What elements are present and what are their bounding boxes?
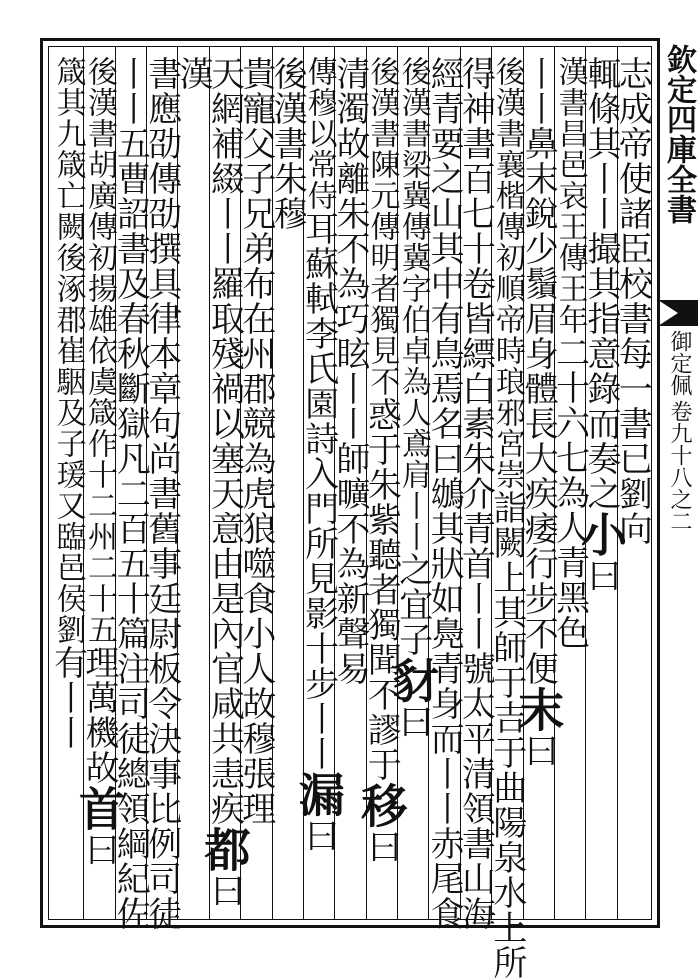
annotation-text: 箴其九箴亡闕後涿郡崔駰及子瑗又臨邑侯劉: [50, 56, 86, 645]
body-text: 有丨丨: [47, 645, 88, 750]
body-text: 輒條其丨丨撮其指意錄而奏之: [580, 56, 621, 511]
entry-marker: 曰: [79, 832, 120, 867]
body-text: 清濁故離朱不為巧眩丨丨師曠不為新聲易: [330, 56, 370, 686]
entry-heading: 漏: [291, 771, 346, 818]
section-title: 御定佩: [667, 330, 692, 396]
body-text: 丨丨鼻末銳少鬚眉身體長大疾痿行步不便: [518, 56, 559, 686]
body-text: 得神書百七十卷皆縹白素朱介青首丨丨號太平清領書山海: [455, 56, 496, 931]
body-text: 貴寵父子兄弟布在州郡競為虎狼噬食小人故穆張理: [235, 56, 276, 826]
entry-heading: 移: [354, 782, 409, 829]
entry-marker: 曰: [204, 873, 245, 908]
body-text: 之宜子: [392, 552, 433, 657]
body-text: 詣闕上其師于吉于曲陽泉水上所: [486, 490, 527, 980]
body-text: 後漢書朱穆: [267, 56, 308, 231]
body-text: 理萬機故: [79, 645, 120, 785]
body-text: 天網補綴丨丨羅取殘禍以塞天意由是內官咸共恚疾: [204, 56, 245, 826]
annotation-text: 後漢書胡廣傳初揚雄依虞箴作十二州二十五: [82, 56, 118, 645]
body-text: 志成帝使諸臣校書每一書已劉向: [612, 56, 653, 546]
body-text: 耳蘇軾李氏園詩入門所見影十步丨丨: [298, 211, 339, 771]
entry-marker: 曰: [392, 704, 433, 739]
body-text: 二十六七為人青黑色: [549, 335, 590, 650]
entry-heading: 首: [72, 785, 127, 832]
annotation-text: 漢書昌邑哀王傳王年: [552, 56, 588, 335]
entry-heading: 末: [511, 686, 566, 733]
entry-marker: 曰: [298, 818, 339, 853]
entry-marker: 曰: [361, 829, 402, 864]
annotation-text: 後漢書梁冀傳冀字伯卓為人鳶肩丨丨: [395, 56, 431, 552]
volume-label: 卷九十八之二: [667, 400, 692, 532]
body-text: 丨丨五曹詔書及春秋斷獄凡二百五十篇注司徒總領綱紀佐: [110, 56, 151, 931]
fish-tail-mark-icon: [658, 300, 698, 326]
entry-marker: 曰: [518, 733, 559, 768]
book-title: 欽定四庫全書: [661, 44, 696, 224]
entry-heading: 豺: [385, 657, 440, 704]
annotation-text: 後漢書襄楷傳初順帝時琅邪宮崇: [489, 56, 525, 490]
entry-marker: 曰: [580, 558, 621, 593]
entry-heading: 都: [197, 826, 252, 873]
text-column: [45, 56, 91, 916]
body-text: 惑于朱紫聽者獨聞不謬于: [361, 397, 402, 782]
annotation-text: 傳穆以常侍: [301, 56, 337, 211]
annotation-text: 後漢書陳元傳明者獨見不: [364, 56, 400, 397]
entry-heading: 小: [573, 511, 628, 558]
body-text: 書應劭傳劭撰具律本章句尚書舊事廷尉板令決事比例司徒: [141, 56, 182, 931]
body-text: 經青要之山其中有鳥焉名曰鴢其狀如鳧青身而丨丨赤尾食: [424, 56, 465, 931]
body-text: 漢: [173, 56, 214, 91]
